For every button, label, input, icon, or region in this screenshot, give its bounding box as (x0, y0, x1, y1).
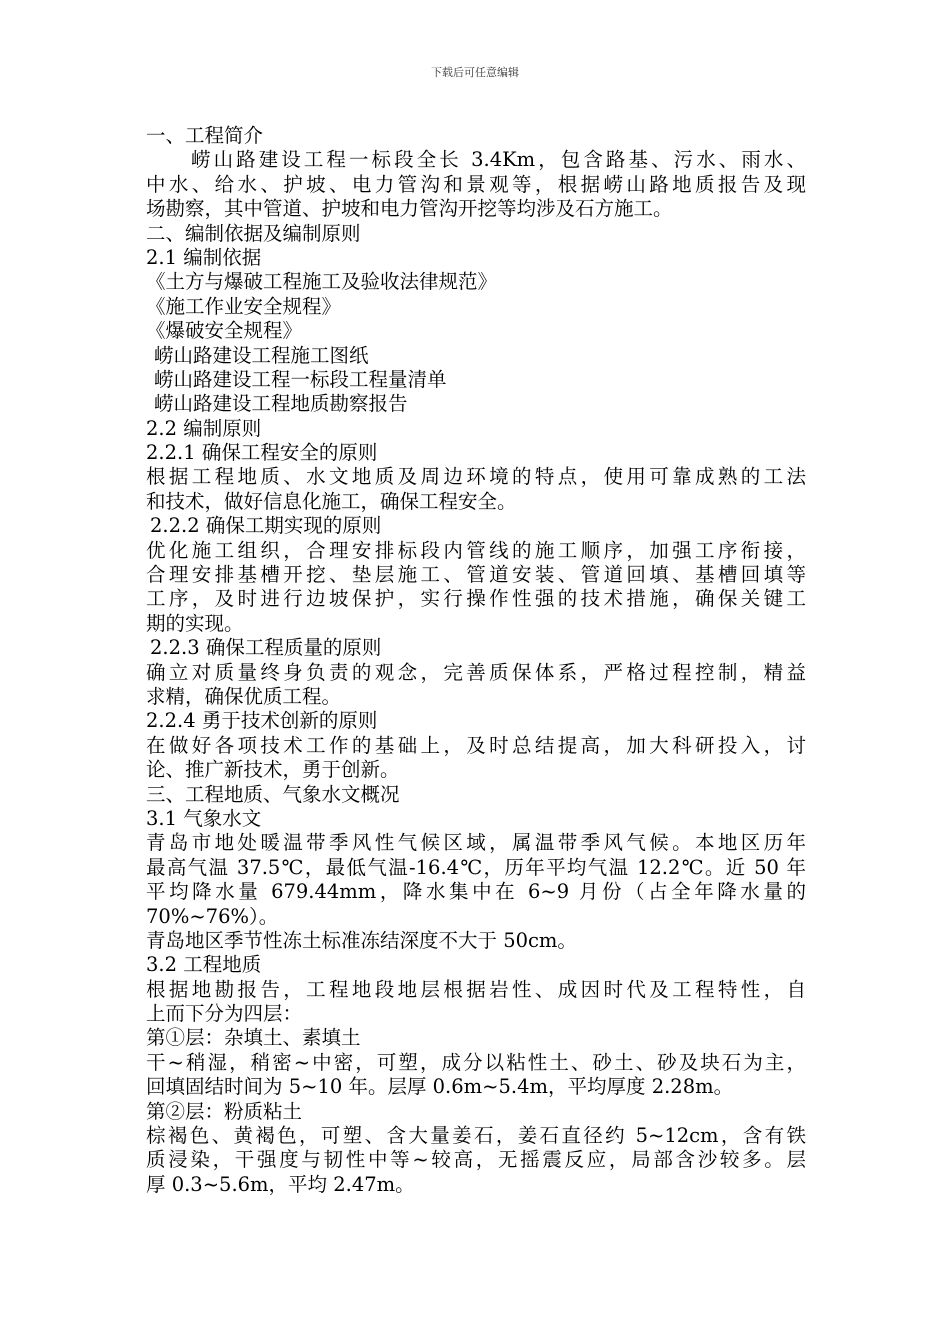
subsection-heading-2-2: 2.2 编制原则 (146, 416, 262, 440)
paragraph-line: 中水、给水、护坡、电力管沟和景观等，根据崂山路地质报告及现 (146, 172, 806, 196)
reference-item: 《土方与爆破工程施工及验收法律规范》 (146, 270, 498, 294)
paragraph-line: 优化施工组织，合理安排标段内管线的施工顺序，加强工序衔接， (146, 538, 806, 562)
section-heading-3: 三、工程地质、气象水文概况 (146, 782, 400, 806)
paragraph-line: 上而下分为四层： (146, 1002, 303, 1026)
subsection-heading-2-1: 2.1 编制依据 (146, 245, 262, 269)
paragraph-line: 确立对质量终身负责的观念，完善质保体系，严格过程控制，精益 (146, 660, 806, 684)
principle-heading-2-2-3: 2.2.3 确保工程质量的原则 (150, 636, 382, 660)
paragraph-line: 和技术，做好信息化施工，确保工程安全。 (146, 489, 517, 513)
paragraph-line: 棕褐色、黄褐色，可塑、含大量姜石，姜石直径约 5~12cm，含有铁 (146, 1124, 806, 1148)
paragraph-line: 青岛市地处暖温带季风性气候区域，属温带季风气候。本地区历年 (146, 831, 806, 855)
reference-item: 崂山路建设工程地质勘察报告 (154, 392, 408, 416)
layer-heading-2: 第②层：粉质粘土 (146, 1099, 303, 1123)
document-body (146, 124, 806, 1197)
paragraph-line: 在做好各项技术工作的基础上，及时总结提高，加大科研投入，讨 (146, 733, 806, 757)
principle-heading-2-2-4: 2.2.4 勇于技术创新的原则 (146, 709, 378, 733)
paragraph-line: 最高气温 37.5℃，最低气温-16.4℃，历年平均气温 12.2℃。近 50 年 (146, 855, 806, 879)
paragraph-line: 回填固结时间为 5~10 年。层厚 0.6m~5.4m，平均厚度 2.28m。 (146, 1075, 734, 1099)
section-heading-1: 一、工程简介 (146, 124, 264, 147)
reference-item: 崂山路建设工程施工图纸 (154, 343, 369, 367)
paragraph-line: 70%~76%）。 (146, 904, 279, 928)
paragraph-line: 求精，确保优质工程。 (146, 684, 342, 708)
paragraph-line: 干~稍湿，稍密~中密，可塑，成分以粘性土、砂土、砂及块石为主， (146, 1050, 806, 1074)
reference-item: 《爆破安全规程》 (146, 319, 303, 343)
subsection-heading-3-1: 3.1 气象水文 (146, 806, 262, 830)
layer-heading-1: 第①层：杂填土、素填土 (146, 1026, 361, 1050)
reference-item: 《施工作业安全规程》 (146, 294, 342, 318)
paragraph-line: 崂山路建设工程一标段全长 3.4Km，包含路基、污水、雨水、 (191, 148, 806, 172)
paragraph-line: 合理安排基槽开挖、垫层施工、管道安装、管道回填、基槽回填等 (146, 563, 806, 587)
paragraph-line: 平均降水量 679.44mm，降水集中在 6~9 月份（占全年降水量的 (146, 880, 806, 904)
section-heading-2: 二、编制依据及编制原则 (146, 221, 361, 245)
principle-heading-2-2-2: 2.2.2 确保工期实现的原则 (150, 514, 382, 538)
page-header-note: 下载后可任意编辑 (431, 66, 519, 79)
paragraph-line: 论、推广新技术，勇于创新。 (146, 758, 400, 782)
paragraph-line: 根据工程地质、水文地质及周边环境的特点，使用可靠成熟的工法 (146, 465, 806, 489)
paragraph-line: 场勘察，其中管道、护坡和电力管沟开挖等均涉及石方施工。 (146, 197, 673, 221)
paragraph-line: 青岛地区季节性冻土标准冻结深度不大于 50cm。 (146, 928, 577, 952)
paragraph-line: 根据地勘报告，工程地段地层根据岩性、成因时代及工程特性，自 (146, 977, 806, 1001)
principle-heading-2-2-1: 2.2.1 确保工程安全的原则 (146, 441, 378, 465)
subsection-heading-3-2: 3.2 工程地质 (146, 953, 262, 977)
paragraph-line: 质浸染，干强度与韧性中等~较高，无摇震反应，局部含沙较多。层 (146, 1148, 806, 1172)
reference-item: 崂山路建设工程一标段工程量清单 (154, 367, 447, 391)
paragraph-line: 期的实现。 (146, 611, 244, 635)
paragraph-line: 工序，及时进行边坡保护，实行操作性强的技术措施，确保关键工 (146, 587, 806, 611)
paragraph-line: 厚 0.3~5.6m，平均 2.47m。 (146, 1172, 415, 1196)
